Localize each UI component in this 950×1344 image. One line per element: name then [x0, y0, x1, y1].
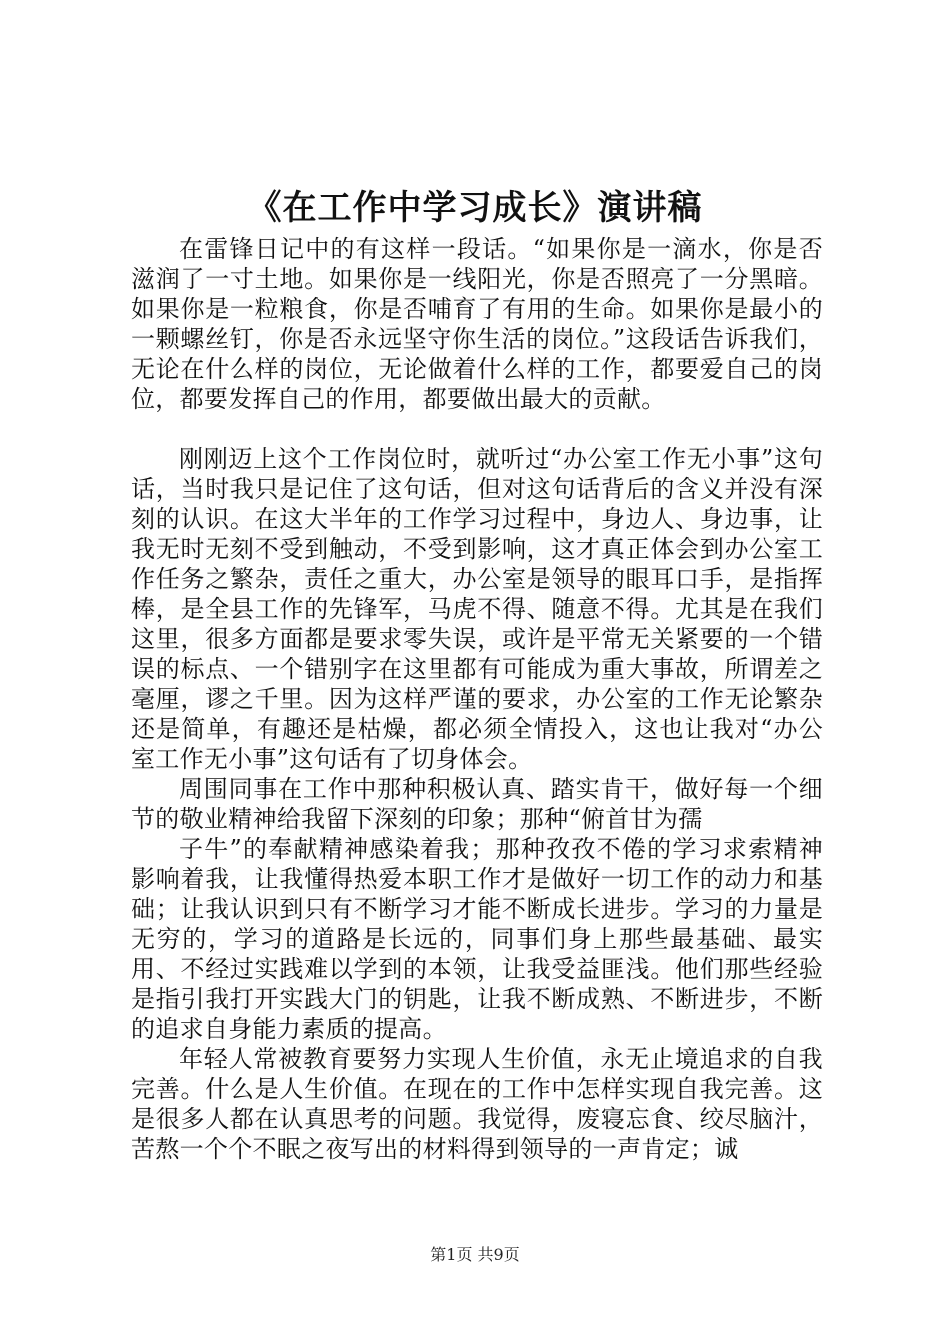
paragraph-1: 在雷锋日记中的有这样一段话。“如果你是一滴水，你是否滋润了一寸土地。如果你是一线阳光，你是否照亮了一分黑暗。如果你是一粒粮食，你是否哺育了有用的生命。如果你是最小的一颗螺丝钉，你是否永远坚守你生活的岗位。”这段话告诉我们，无论在什么样的岗位，无论做着什么样的工作，都要爱自己的岗位，都要发挥自己的作用，都要做出最大的贡献。 — [131, 235, 823, 413]
document-body — [131, 234, 823, 1164]
page-number-footer: 第1页 共9页 — [430, 1245, 520, 1264]
document-title: 《在工作中学习成长》演讲稿 — [247, 188, 703, 228]
paragraph-5: 年轻人常被教育要努力实现人生价值，永无止境追求的自我完善。什么是人生价值。在现在的工作中怎样实现自我完善。这是很多人都在认真思考的问题。我觉得，废寝忘食、绞尽脑汁，苦熬一个个不眠之夜写出的材料得到领导的一声肯定；诚 — [131, 1045, 823, 1163]
paragraph-4: 子牛”的奉献精神感染着我；那种孜孜不倦的学习求索精神影响着我，让我懂得热爱本职工作才是做好一切工作的动力和基础；让我认识到只有不断学习才能不断成长进步。学习的力量是无穷的，学习的道路是长远的，同事们身上那些最基础、最实用、不经过实践难以学到的本领，让我受益匪浅。他们那些经验是指引我打开实践大门的钥匙，让我不断成熟、不断进步，不断的追求自身能力素质的提高。 — [131, 835, 823, 1043]
paragraph-3: 周围同事在工作中那种积极认真、踏实肯干，做好每一个细节的敬业精神给我留下深刻的印象；那种“俯首甘为孺 — [131, 775, 823, 833]
paragraph-2: 刚刚迈上这个工作岗位时，就听过“办公室工作无小事”这句话，当时我只是记住了这句话，但对这句话背后的含义并没有深刻的认识。在这大半年的工作学习过程中，身边人、身边事，让我无时无刻不受到触动，不受到影响，这才真正体会到办公室工作任务之繁杂，责任之重大，办公室是领导的眼耳口手，是指挥棒，是全县工作的先锋军，马虎不得、随意不得。尤其是在我们这里，很多方面都是要求零失误，或许是平常无关紧要的一个错误的标点、一个错别字在这里都有可能成为重大事故，所谓差之毫厘，谬之千里。因为这样严谨的要求，办公室的工作无论繁杂还是简单，有趣还是枯燥，都必须全情投入，这也让我对“办公室工作无小事”这句话有了切身体会。 — [131, 445, 823, 773]
